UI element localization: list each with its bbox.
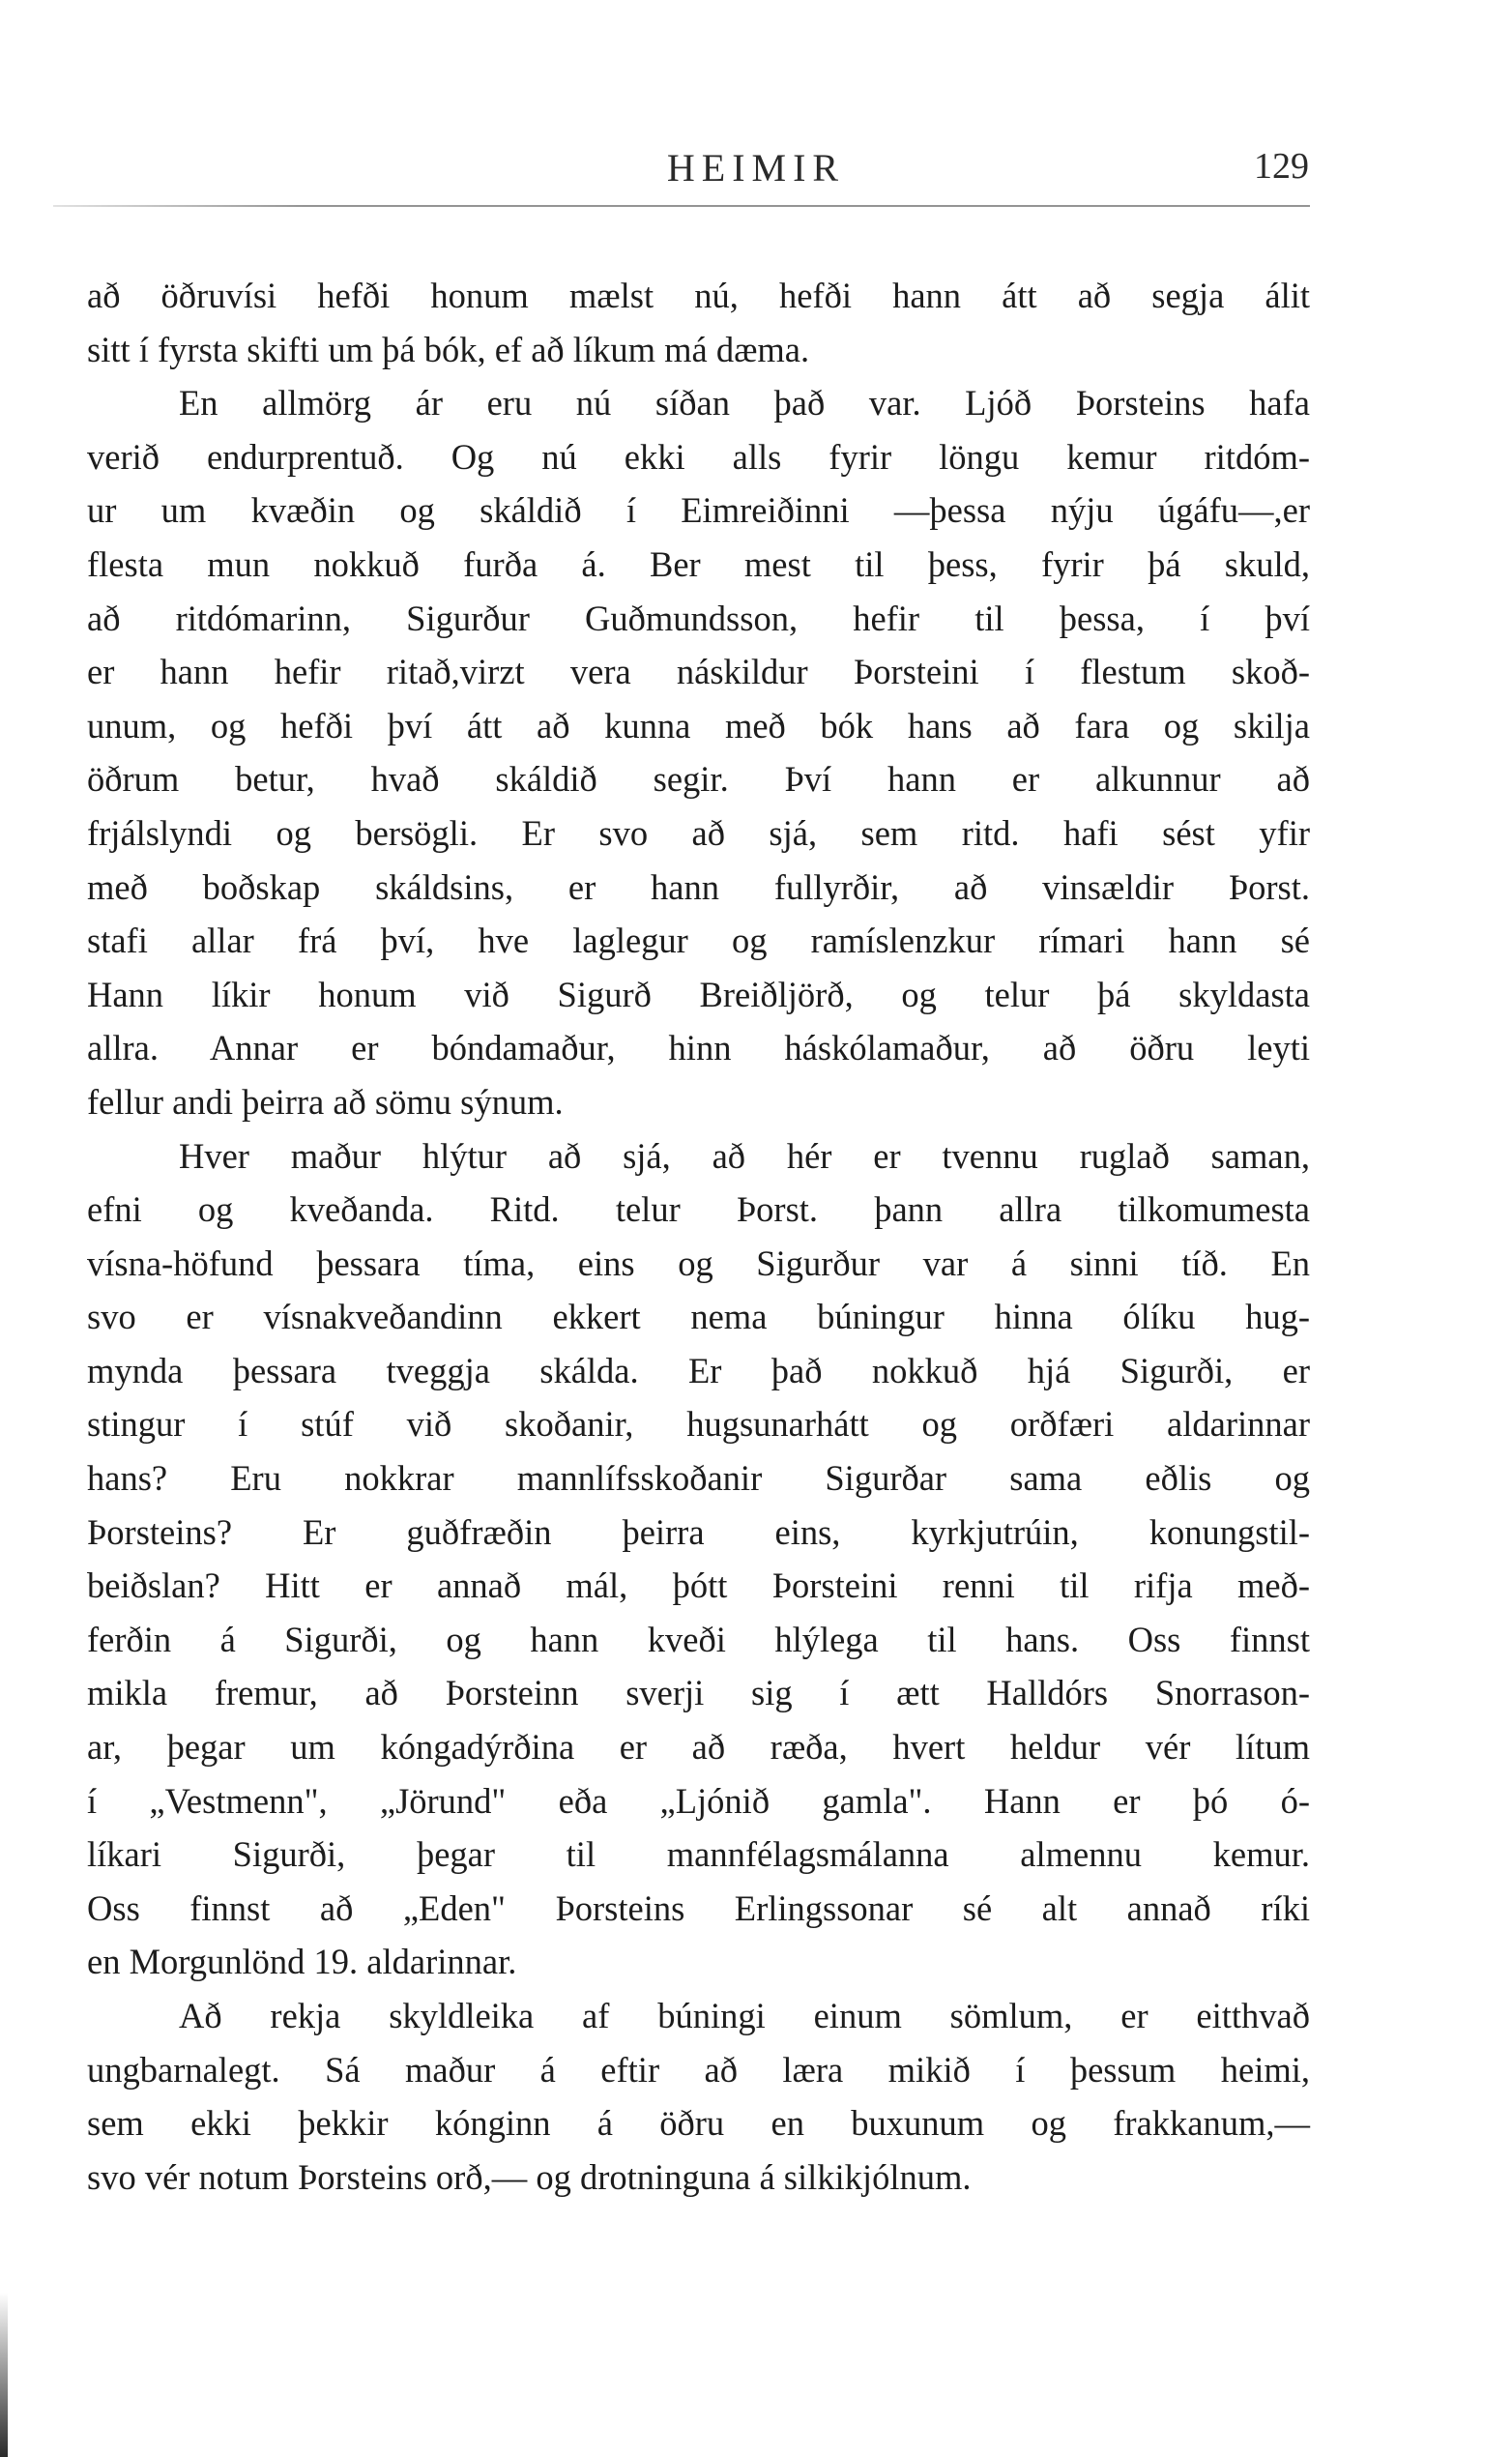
text-line: hans? Eru nokkrar mannlífsskoðanir Sigurðar sama eðlis og bbox=[87, 1458, 1310, 1499]
text-line: Oss finnst að „Eden" Þorsteins Erlingssonar sé alt annað ríki bbox=[87, 1887, 1310, 1928]
text-line: beiðslan? Hitt er annað mál, þótt Þorsteini renni til rifja með- bbox=[87, 1565, 1310, 1606]
text-line: er hann hefir ritað,virzt vera náskildur Þorsteini í flestum skoð- bbox=[87, 652, 1310, 692]
text-line: fellur andi þeirra að sömu sýnum. bbox=[87, 1081, 564, 1122]
text-line: sitt í fyrsta skifti um þá bók, ef að líkum má dæma. bbox=[87, 329, 810, 369]
body-text bbox=[87, 269, 1310, 2204]
running-head bbox=[0, 145, 1512, 203]
page-number: 129 bbox=[1254, 146, 1309, 187]
text-line: Þorsteins? Er guðfræðin þeirra eins, kyrkjutrúin, konungstil- bbox=[87, 1511, 1310, 1552]
text-line: En allmörg ár eru nú síðan það var. Ljóð Þorsteins hafa bbox=[179, 383, 1310, 424]
running-title: HEIMIR bbox=[666, 146, 846, 190]
text-line: öðrum betur, hvað skáldið segir. Því hann er alkunnur að bbox=[87, 759, 1310, 800]
text-line: að öðruvísi hefði honum mælst nú, hefði hann átt að segja álit bbox=[87, 276, 1310, 315]
text-line: verið endurprentuð. Og nú ekki alls fyrir löngu kemur ritdóm- bbox=[87, 436, 1310, 477]
text-line: ur um kvæðin og skáldið í Eimreiðinni —þessa nýju úgáfu—,er bbox=[87, 490, 1310, 531]
text-line: með boðskap skáldsins, er hann fullyrðir, að vinsældir Þorst. bbox=[87, 866, 1310, 907]
book-spine-shadow bbox=[0, 2293, 8, 2457]
text-line: ungbarnalegt. Sá maður á eftir að læra mikið í þessum heimi, bbox=[87, 2049, 1310, 2090]
text-line: vísna-höfund þessara tíma, eins og Sigurður var á sinni tíð. En bbox=[87, 1243, 1310, 1283]
text-line: frjálslyndi og bersögli. Er svo að sjá, sem ritd. hafi sést yfir bbox=[87, 812, 1310, 853]
header-rule bbox=[53, 205, 1310, 207]
text-line: Að rekja skyldleika af búningi einum sömlum, er eitthvað bbox=[179, 1996, 1310, 2035]
text-line: Hver maður hlýtur að sjá, að hér er tvennu ruglað saman, bbox=[179, 1135, 1310, 1176]
text-line: ferðin á Sigurði, og hann kveði hlýlega til hans. Oss finnst bbox=[87, 1619, 1310, 1659]
text-line: Hann líkir honum við Sigurð Breiðljörð, og telur þá skyldasta bbox=[87, 974, 1310, 1014]
text-line: allra. Annar er bóndamaður, hinn háskólamaður, að öðru leyti bbox=[87, 1028, 1310, 1068]
text-line: sem ekki þekkir kónginn á öðru en buxunum og frakkanum,— bbox=[87, 2103, 1310, 2144]
text-line: ar, þegar um kóngadýrðina er að ræða, hvert heldur vér lítum bbox=[87, 1727, 1310, 1768]
text-line: í „Vestmenn", „Jörund" eða „Ljónið gamla". Hann er þó ó- bbox=[87, 1780, 1310, 1821]
text-line: líkari Sigurði, þegar til mannfélagsmálanna almennu kemur. bbox=[87, 1834, 1310, 1875]
text-line: stafi allar frá því, hve laglegur og ramíslenzkur rímari hann sé bbox=[87, 921, 1310, 961]
text-line: að ritdómarinn, Sigurður Guðmundsson, hefir til þessa, í því bbox=[87, 598, 1310, 638]
text-line: flesta mun nokkuð furða á. Ber mest til þess, fyrir þá skuld, bbox=[87, 543, 1310, 584]
text-line: mynda þessara tveggja skálda. Er það nokkuð hjá Sigurði, er bbox=[87, 1350, 1310, 1390]
text-line: efni og kveðanda. Ritd. telur Þorst. þann allra tilkomumesta bbox=[87, 1189, 1310, 1230]
text-line: svo er vísnakveðandinn ekkert nema búningur hinna ólíku hug- bbox=[87, 1297, 1310, 1337]
text-line: mikla fremur, að Þorsteinn sverji sig í ætt Halldórs Snorrason- bbox=[87, 1673, 1310, 1713]
text-line: svo vér notum Þorsteins orð,— og drotninguna á silkikjólnum. bbox=[87, 2156, 972, 2197]
text-line: unum, og hefði því átt að kunna með bók hans að fara og skilja bbox=[87, 705, 1310, 746]
text-line: en Morgunlönd 19. aldarinnar. bbox=[87, 1942, 517, 1982]
text-line: stingur í stúf við skoðanir, hugsunarhátt og orðfæri aldarinnar bbox=[87, 1404, 1310, 1445]
